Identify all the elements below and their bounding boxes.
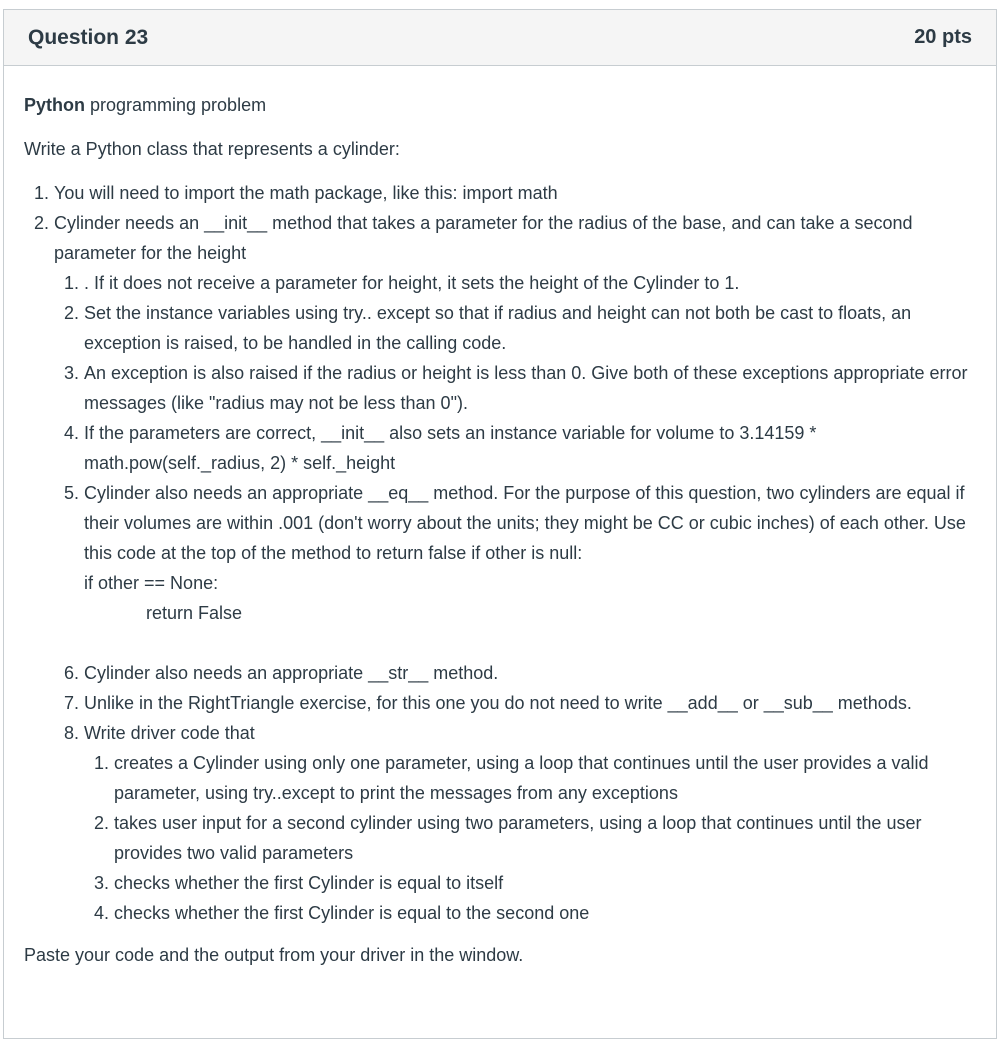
driver-list-item: 4. checks whether the first Cylinder is equal to the second one [114, 898, 974, 928]
driver-list [84, 748, 974, 928]
sub-list-item-text: Write driver code that [84, 723, 255, 743]
list-item [54, 208, 974, 928]
list-item: 1. You will need to import the math package, like this: import math [54, 178, 974, 208]
subtitle: Write a Python class that represents a cylinder: [24, 139, 400, 159]
sub-list-item: 2. Set the instance variables using try.. except so that if radius and height can not both be cast to floats, an exception is raised, to be handled in the calling code. [84, 298, 974, 358]
sub-list [54, 268, 974, 928]
list-item-text: Cylinder needs an __init__ method that takes a parameter for the radius of the base, and can take a second parameter for the height [54, 213, 913, 263]
intro-bold: Python [24, 95, 85, 115]
sub-list-item [84, 478, 974, 658]
sub-list-item-text: Cylinder also needs an appropriate __eq__ method. For the purpose of this question, two cylinders are equal if their volumes are within .001 (don't worry about the units; they might be CC or cubic inches) of each other. Use this code at the top of the method to return false if other is null: [84, 483, 966, 563]
question-body [24, 90, 974, 970]
sub-list-item [84, 718, 974, 928]
intro-line [24, 90, 974, 120]
sub-list-item: 7. Unlike in the RightTriangle exercise, for this one you do not need to write __add__ or __sub__ methods. [84, 688, 974, 718]
sub-list-item: 1. . If it does not receive a parameter for height, it sets the height of the Cylinder to 1. [84, 268, 974, 298]
driver-list-item: 3. checks whether the first Cylinder is equal to itself [114, 868, 974, 898]
driver-list-item: 2. takes user input for a second cylinder using two parameters, using a loop that continues until the user provides two valid parameters [114, 808, 974, 868]
blank-line [84, 628, 974, 658]
code-line-return: return False [146, 603, 243, 623]
question-title: Question 23 [28, 25, 149, 49]
code-line-if: if other == None: [84, 573, 219, 593]
question-header [4, 10, 996, 66]
sub-list-item: 3. An exception is also raised if the radius or height is less than 0. Give both of these exceptions appropriate error messages (like "radius may not be less than 0"). [84, 358, 974, 418]
sub-list-item: 4. If the parameters are correct, __init__ also sets an instance variable for volume to 3.14159 * math.pow(self._radius, 2) * self._height [84, 418, 974, 478]
main-list [24, 178, 974, 928]
closing-instruction: Paste your code and the output from your driver in the window. [24, 945, 524, 965]
driver-list-item: 1. creates a Cylinder using only one parameter, using a loop that continues until the user provides a valid parameter, using try..except to print the messages from any exceptions [114, 748, 974, 808]
sub-list-item: 6. Cylinder also needs an appropriate __str__ method. [84, 658, 974, 688]
question-points: 20 pts [914, 26, 972, 48]
intro-rest: programming problem [85, 95, 267, 115]
